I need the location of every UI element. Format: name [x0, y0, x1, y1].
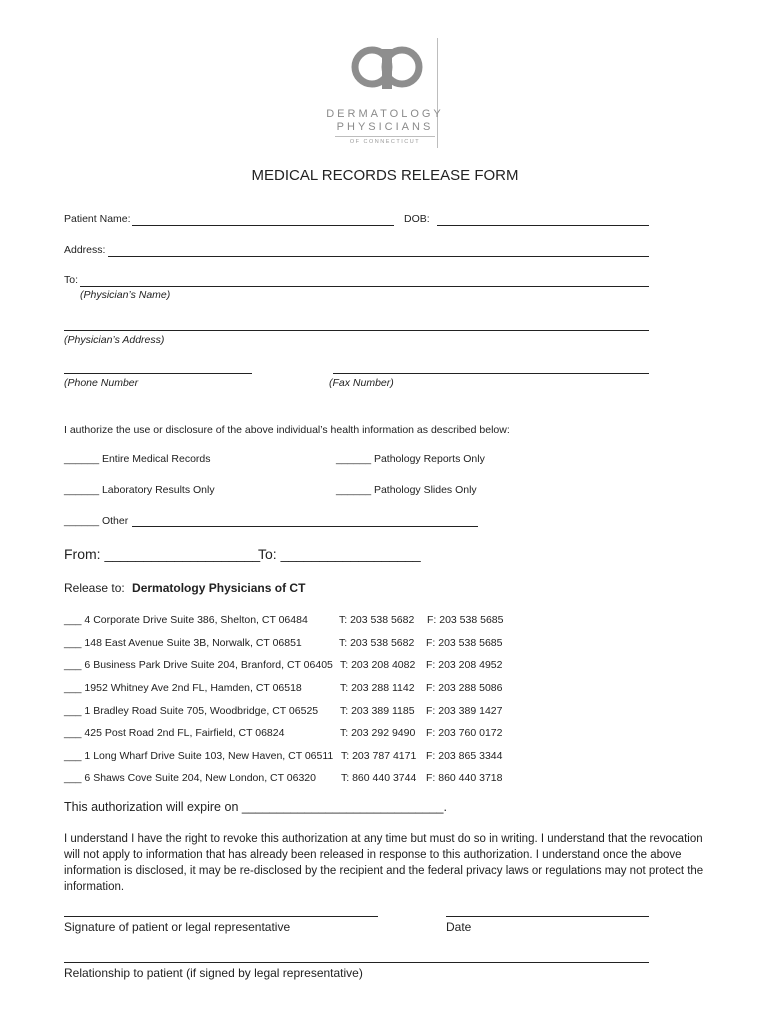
- authorize-text: I authorize the use or disclosure of the above individual’s health information as described below:: [64, 424, 510, 436]
- location-address: ___ 148 East Avenue Suite 3B, Norwalk, CT 06851: [64, 637, 302, 649]
- to-date-field[interactable]: To: __________________: [258, 546, 421, 562]
- relationship-label: Relationship to patient (if signed by legal representative): [64, 966, 363, 980]
- location-phone: T: 203 787 4171: [341, 750, 417, 762]
- dob-label: DOB:: [404, 213, 430, 225]
- release-label: Release to:: [64, 581, 125, 595]
- logo-line2: PHYSICIANS: [336, 121, 434, 133]
- location-fax: F: 203 208 4952: [426, 659, 503, 671]
- from-field[interactable]: From: ____________________: [64, 546, 261, 562]
- logo-line1: DERMATOLOGY: [326, 108, 444, 120]
- dob-field[interactable]: [437, 225, 649, 226]
- location-fax: F: 203 538 5685: [427, 614, 504, 626]
- release-to: [64, 581, 305, 595]
- location-fax: F: 203 760 0172: [426, 727, 503, 739]
- address-label: Address:: [64, 244, 106, 256]
- location-address: ___ 1 Long Wharf Drive Suite 103, New Haven, CT 06511: [64, 750, 334, 762]
- option-pathology-reports[interactable]: ______ Pathology Reports Only: [336, 453, 485, 465]
- location-address: ___ 6 Shaws Cove Suite 204, New London, CT 06320: [64, 772, 316, 784]
- location-address: ___ 425 Post Road 2nd FL, Fairfield, CT 06824: [64, 727, 285, 739]
- location-phone: T: 203 389 1185: [340, 705, 415, 717]
- location-fax: F: 203 865 3344: [426, 750, 503, 762]
- page-title: MEDICAL RECORDS RELEASE FORM: [251, 167, 519, 184]
- location-address: ___ 1952 Whitney Ave 2nd FL, Hamden, CT 06518: [64, 682, 302, 694]
- physician-name-caption: (Physician’s Name): [80, 289, 171, 301]
- patient-name-field[interactable]: [132, 225, 394, 226]
- signature-label: Signature of patient or legal representative: [64, 920, 291, 934]
- location-fax: F: 860 440 3718: [426, 772, 503, 784]
- physician-name-field[interactable]: [80, 286, 649, 287]
- option-pathology-slides[interactable]: ______ Pathology Slides Only: [336, 484, 477, 496]
- expiration-line[interactable]: This authorization will expire on _____________________________.: [64, 800, 447, 814]
- physician-address-caption: (Physician’s Address): [64, 334, 165, 346]
- signature-field[interactable]: [64, 916, 378, 917]
- date-label: Date: [446, 920, 472, 934]
- fax-field[interactable]: [333, 373, 649, 374]
- phone-field[interactable]: [64, 373, 252, 374]
- relationship-field[interactable]: [64, 962, 649, 963]
- location-address: ___ 1 Bradley Road Suite 705, Woodbridge, CT 06525: [64, 705, 319, 717]
- location-phone: T: 203 292 9490: [340, 727, 416, 739]
- physician-address-field[interactable]: [64, 330, 649, 331]
- location-phone: T: 203 538 5682: [339, 637, 415, 649]
- location-address: ___ 4 Corporate Drive Suite 386, Shelton, CT 06484: [64, 614, 308, 626]
- dp-logo-icon: [350, 45, 430, 93]
- release-name: Dermatology Physicians of CT: [132, 581, 306, 595]
- logo-line3: OF CONNECTICUT: [349, 139, 421, 145]
- location-phone: T: 203 208 4082: [340, 659, 416, 671]
- location-phone: T: 203 538 5682: [339, 614, 415, 626]
- location-phone: T: 860 440 3744: [341, 772, 417, 784]
- phone-caption: (Phone Number: [64, 377, 139, 389]
- location-address: ___ 6 Business Park Drive Suite 204, Branford, CT 06405: [64, 659, 333, 671]
- date-field[interactable]: [446, 916, 649, 917]
- location-fax: F: 203 389 1427: [426, 705, 503, 717]
- fax-caption: (Fax Number): [329, 377, 394, 389]
- other-field[interactable]: [132, 526, 478, 527]
- address-field[interactable]: [108, 256, 649, 257]
- option-other[interactable]: ______ Other: [64, 515, 129, 527]
- patient-name-label: Patient Name:: [64, 213, 131, 225]
- option-lab-results[interactable]: ______ Laboratory Results Only: [64, 484, 215, 496]
- location-fax: F: 203 288 5086: [426, 682, 503, 694]
- location-phone: T: 203 288 1142: [340, 682, 415, 694]
- location-fax: F: 203 538 5685: [426, 637, 503, 649]
- to-label: To:: [64, 274, 79, 286]
- option-entire-records[interactable]: ______ Entire Medical Records: [64, 453, 211, 465]
- revocation-paragraph: I understand I have the right to revoke this authorization at any time but must do so in writing. I understand that the revocation will not apply to information that has already been released in response to this authorization. I understand once the above information is disclosed, it may be re-disclosed by the recipient and the federal privacy laws or regulations may not protect the information.: [64, 833, 704, 893]
